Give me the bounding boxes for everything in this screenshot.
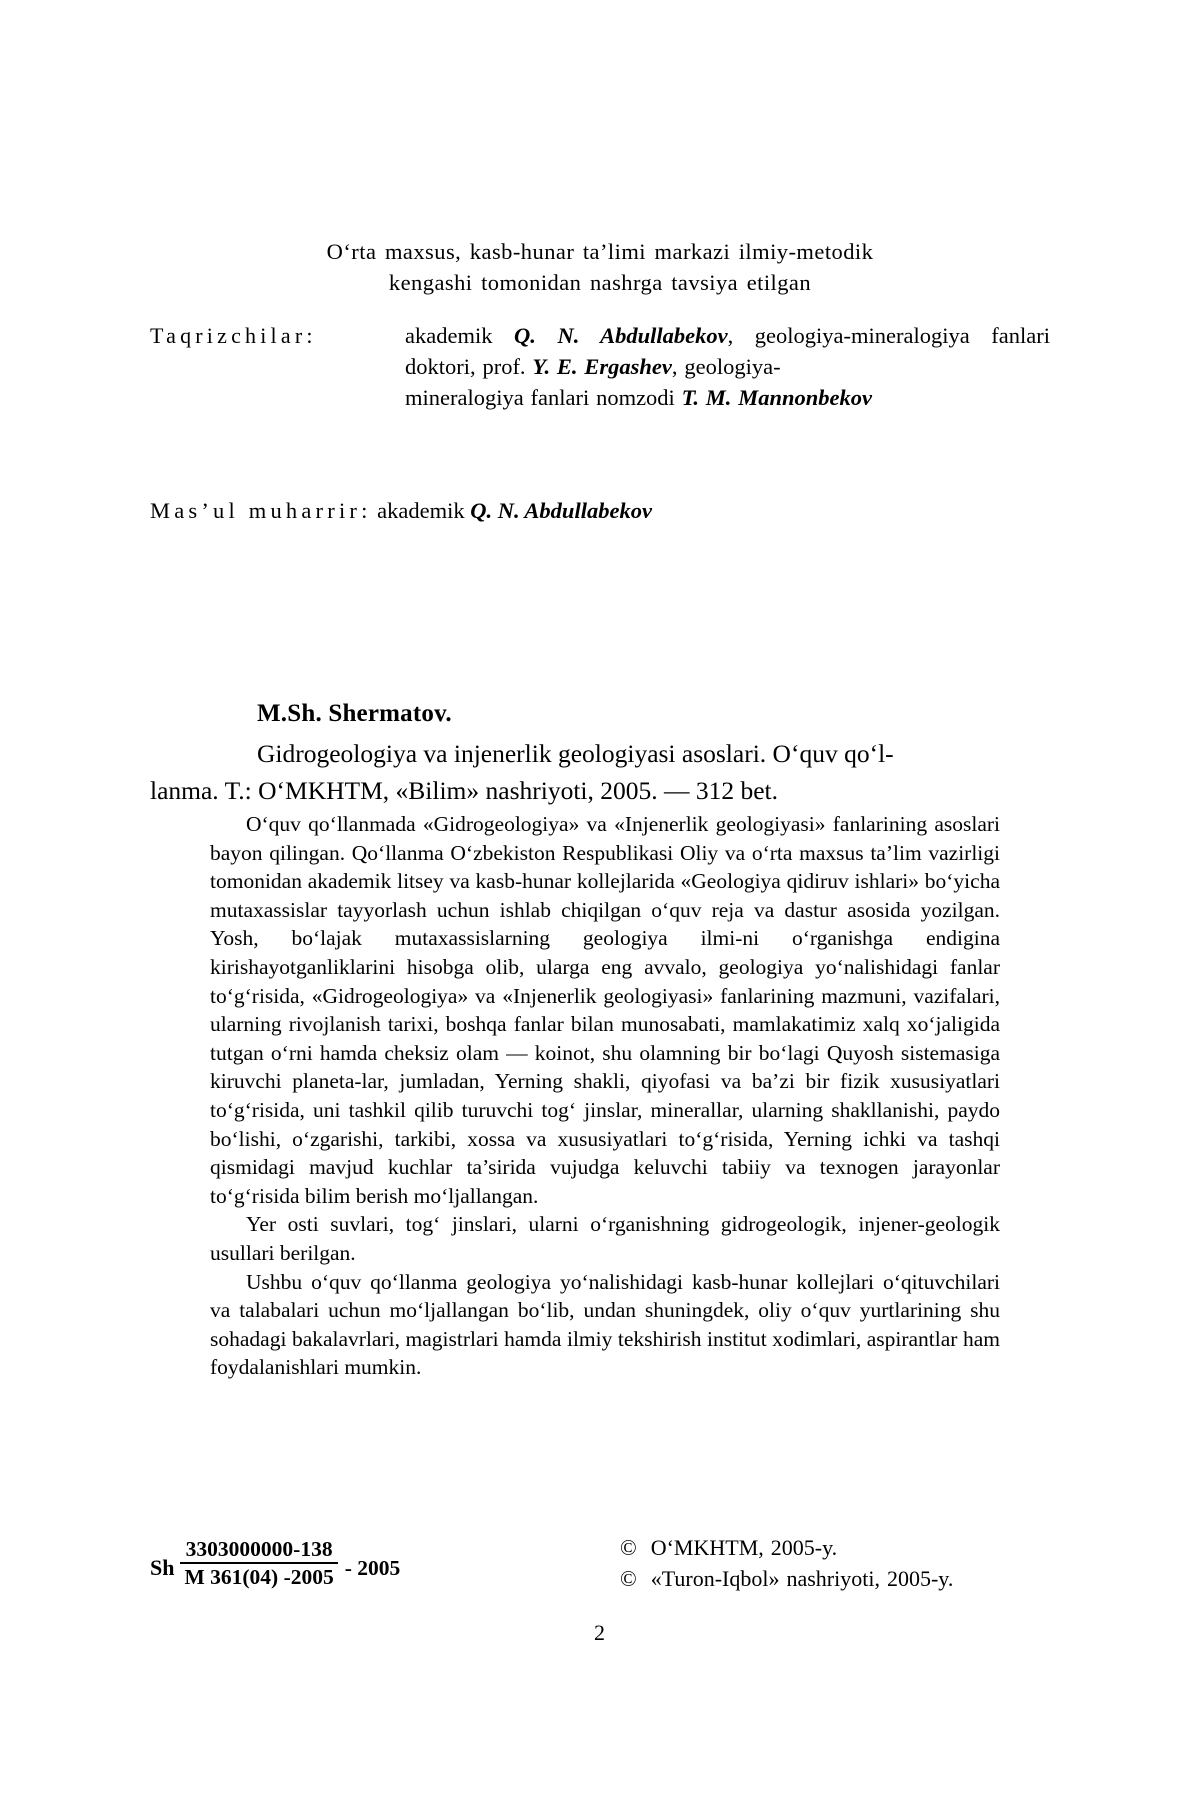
reviewer-2-suffix: , geologiya- [671, 354, 781, 379]
reviewer-3-prefix: mineralogiya fanlari nomzodi [405, 385, 682, 410]
responsible-editor-row [150, 495, 1050, 526]
reviewer-1-name: Q. N. Abdullabekov [514, 323, 728, 348]
classification-code-prefix: Sh [150, 1555, 175, 1581]
copyright-block [620, 1532, 953, 1594]
recommendation-block [150, 236, 1050, 298]
classification-code-suffix: - 2005 [344, 1555, 401, 1580]
recommendation-line-1: O‘rta maxsus, kasb-hunar ta’limi markazi ilmiy-metodik [326, 239, 874, 264]
reviewer-2-prefix: fanlari doktori, prof. [405, 323, 1050, 379]
classification-code [150, 1537, 400, 1589]
copyright-line-1: © O‘MKHTM, 2005-y. [620, 1535, 838, 1560]
reviewers-row [150, 320, 1050, 413]
book-title-line-2: lanma. T.: O‘MKHTM, «Bilim» nashriyoti, 2005. — 312 bet. [150, 776, 779, 805]
annotation-block [210, 810, 1000, 1382]
reviewer-1-prefix: akademik [405, 323, 515, 348]
responsible-editor-name: Q. N. Abdullabekov [470, 498, 652, 523]
classification-code-fraction [180, 1537, 337, 1589]
reviewers-block [150, 320, 1050, 413]
recommendation-line-2: kengashi tomonidan nashrga tavsiya etilgan [388, 270, 812, 295]
reviewer-3-line [405, 382, 1050, 413]
classification-code-denominator: M 361(04) -2005 [184, 1565, 334, 1590]
book-title-line-1: Gidrogeologiya va injenerlik geologiyasi asoslari. O‘quv qo‘l- [257, 739, 894, 768]
reviewers-value [405, 320, 1050, 413]
reviewers-label: Taqrizchilar: [150, 323, 317, 348]
reviewer-2-name: Y. E. Ergashev [532, 354, 672, 379]
reviewer-1-suffix: , geologiya-mineralogiya [727, 323, 970, 348]
annotation-paragraph-1: O‘quv qo‘llanmada «Gidrogeologiya» va «Injenerlik geologiyasi» fanlarining asoslari bayon qilingan. Qo‘llanma O‘zbekiston Respublikasi Oliy va o‘rta maxsus ta’lim vazirligi tomonidan akademik litsey va kasb-hunar kollejlarida «Geologiya qidiruv ishlari» bo‘yicha mutaxassislar tayyorlash uchun ishlab chiqilgan o‘quv reja va dastur asosida yozilgan. Yosh, bo‘lajak mutaxassislarning geologiya ilmi-ni o‘rganishga endigina kirishayotganliklarini hisobga olib, ularga eng avvalo, geologiya yo‘nalishidagi fanlar to‘g‘risida, «Gidrogeologiya» va «Injenerlik geologiyasi» fanlarining mazmuni, vazifalari, ularning rivojlanish tarixi, boshqa fanlar bilan munosabati, mamlakatimiz xalq xo‘jaligida tutgan o‘rni hamda cheksiz olam — koinot, shu olamning bir bo‘lagi Quyosh sistemasiga kiruvchi planeta-lar, jumladan, Yerning shakli, qiyofasi va ba’zi bir fizik xususiyatlari to‘g‘risida, uni tashkil qilib turuvchi tog‘ jinslar, minerallar, ularning shakllanishi, paydo bo‘lishi, o‘zgarishi, tarkibi, xossa va xususiyatlari to‘g‘risida, Yerning ichki va tashqi qismidagi mavjud kuchlar ta’sirida vujudga keluvchi tabiiy va texnogen jarayonlar to‘g‘risida bilim berish mo‘ljallangan. [210, 812, 1000, 1208]
responsible-editor-prefix: akademik [371, 498, 471, 523]
page-number: 2 [594, 1620, 605, 1645]
author-name: M.Sh. Shermatov. [257, 700, 452, 727]
classification-code-numerator: 3303000000-138 [180, 1537, 337, 1564]
copyright-line-2: © «Turon-Iqbol» nashriyoti, 2005-y. [620, 1566, 954, 1591]
book-title [150, 735, 965, 809]
responsible-editor-label: Mas’ul muharrir: [150, 498, 372, 523]
annotation-paragraph-2: Yer osti suvlari, tog‘ jinslari, ularni o‘rganishning gidrogeologik, injener-geologik usullari berilgan. [210, 1212, 1000, 1265]
reviewer-3-name: T. M. Mannonbekov [681, 385, 872, 410]
annotation-paragraph-3: Ushbu o‘quv qo‘llanma geologiya yo‘nalishidagi kasb-hunar kollejlari o‘qituvchilari va talabalari uchun mo‘ljallangan bo‘lib, undan shuningdek, oliy o‘quv yurtlarining shu sohadagi bakalavrlari, magistrlari hamda ilmiy tekshirish institut xodimlari, aspirantlar ham foydalanishlari mumkin. [210, 1269, 1000, 1380]
